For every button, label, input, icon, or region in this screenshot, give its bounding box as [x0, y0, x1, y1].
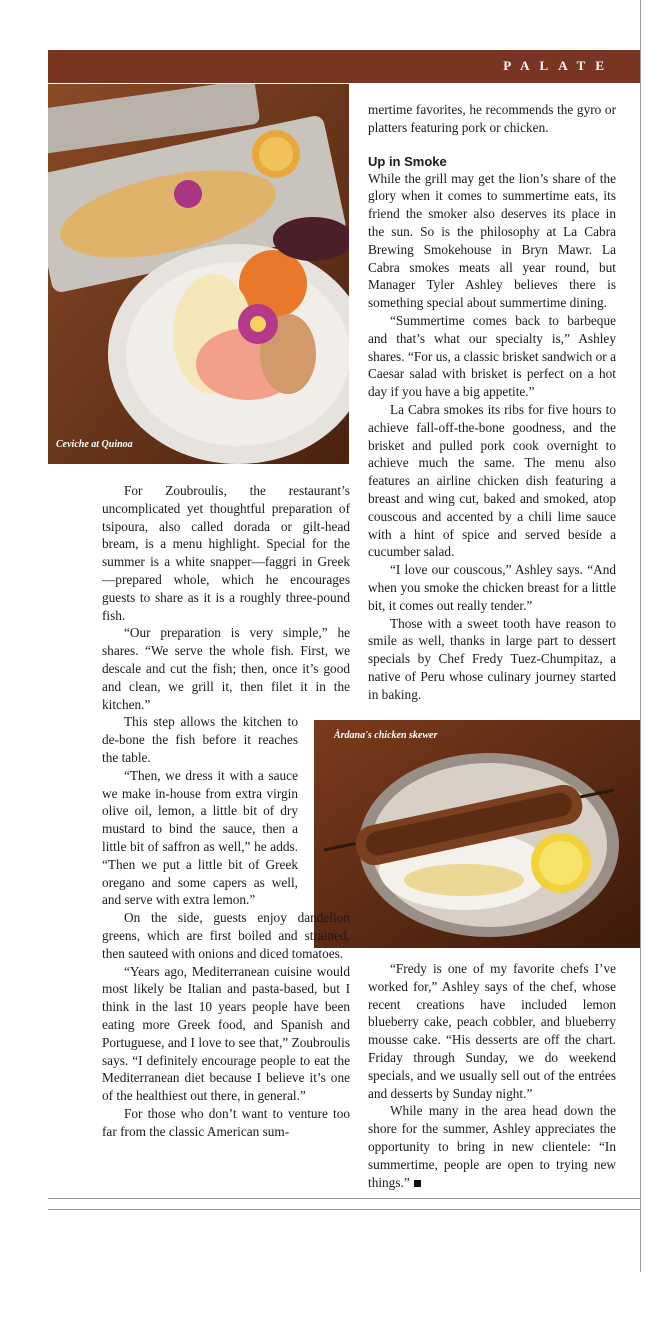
paragraph: For Zoubroulis, the restaurant’s uncomplicated yet thoughtful preparation of tsipoura, also called dorada or gilt-head bream, is a menu highlight. Special for the summer is a white snapper—faggri in Greek—prepared whole, which he encourages guests to share as it is a roughly three-pound fish. [102, 483, 350, 623]
skewer-caption: Àrdana's chicken skewer [334, 730, 438, 741]
end-mark-icon [414, 1180, 421, 1187]
ceviche-photo [48, 84, 349, 464]
paragraph: mertime favorites, he recommends the gyro or platters featuring pork or chicken. [368, 102, 616, 135]
closing-text: While many in the area head down the shore for the summer, Ashley appreciates the opportunity to bring in new clientele: “In summertime, people are open to trying new things.” [368, 1103, 616, 1190]
right-article-column-top [368, 101, 616, 704]
paragraph: While the grill may get the lion’s share of the glory when it comes to summertime eats, its friend the smoker also deserves its place in the sun. So is the philosophy at La Cabra Brewing Smokehouse in Bryn Mawr. La Cabra smokes meats all year round, but Manager Tyler Ashley believes there is something special about summertime dining. [368, 170, 616, 311]
paragraph: On the side, guests enjoy dandelion greens, which are first boiled and strained, then sauteed with onions and diced tomatoes. [102, 910, 350, 961]
paragraph: “Then, we dress it with a sauce we make in-house from extra virgin olive oil, lemon, a little bit of dry mustard to bind the sauce, then a little bit of saffron as well,” he adds. “Then we put a little bit of Greek oregano and some capers as well, and serve with extra lemon.” [102, 767, 298, 908]
paragraph: “Years ago, Mediterranean cuisine would most likely be Italian and pasta-based, but I think in the last 10 years people have been eating more Greek food, and Spanish and Portuguese, and I love to see that,” Zoubroulis says. “I definitely encourage people to eat the Mediterranean diet because I believe it’s one of the healthiest out there, in general.” [102, 963, 350, 1104]
footer-rule [48, 1198, 640, 1199]
skewer-illustration [314, 720, 640, 948]
right-margin-rule [640, 0, 641, 1272]
section-title: PALATE [503, 58, 614, 73]
paragraph: “Fredy is one of my favorite chefs I’ve worked for,” Ashley says of the chef, whose recent creations have included lemon blueberry cake, peach cobbler, and blueberry mousse cake. “His desserts are off the chart. Friday through Sunday, we do weekend specials, and we usually sell out of the entrées and desserts by Sunday night.” [368, 961, 616, 1101]
left-article-column [102, 482, 350, 1140]
ceviche-illustration [48, 84, 349, 464]
paragraph: For those who don’t want to venture too far from the classic American sum- [102, 1105, 350, 1139]
paragraph: “I love our couscous,” Ashley says. “And when you smoke the chicken breast for a little bit, it comes out really tender.” [368, 562, 616, 613]
chicken-skewer-photo [314, 720, 640, 948]
paragraph: La Cabra smokes its ribs for five hours to achieve fall-off-the-bone goodness, and the brisket and pulled pork cook overnight to achieve much the same. The menu also features an airline chicken dish featuring a breast and wing cut, baked and smoked, atop couscous and accented by a chili lime sauce with a hint of spice and served beside a cucumber salad. [368, 401, 616, 560]
footer-rule [48, 1209, 640, 1210]
paragraph: This step allows the kitchen to de-bone the fish before it reaches the table. [102, 714, 298, 765]
subheading: Up in Smoke [368, 153, 447, 169]
paragraph: Those with a sweet tooth have reason to smile as well, thanks in large part to dessert specials by Chef Fredy Tuez-Chumpitaz, a native of Peru whose culinary journey started in baking. [368, 615, 616, 702]
right-article-column-bottom [368, 960, 616, 1191]
paragraph [368, 1102, 616, 1191]
section-header-bar [48, 50, 640, 83]
ceviche-caption: Ceviche at Quinoa [56, 439, 133, 450]
paragraph: “Summertime comes back to barbeque and that’s what our specialty is,” Ashley shares. “For us, a classic brisket sandwich or a Caesar salad with brisket is perfect on a hot day if you have a big appetite.” [368, 312, 616, 400]
paragraph: “Our preparation is very simple,” he shares. “We serve the whole fish. First, we descale and cut the fish; then, once it’s good and clean, we grill it, then filet it in the kitchen.” [102, 625, 350, 712]
